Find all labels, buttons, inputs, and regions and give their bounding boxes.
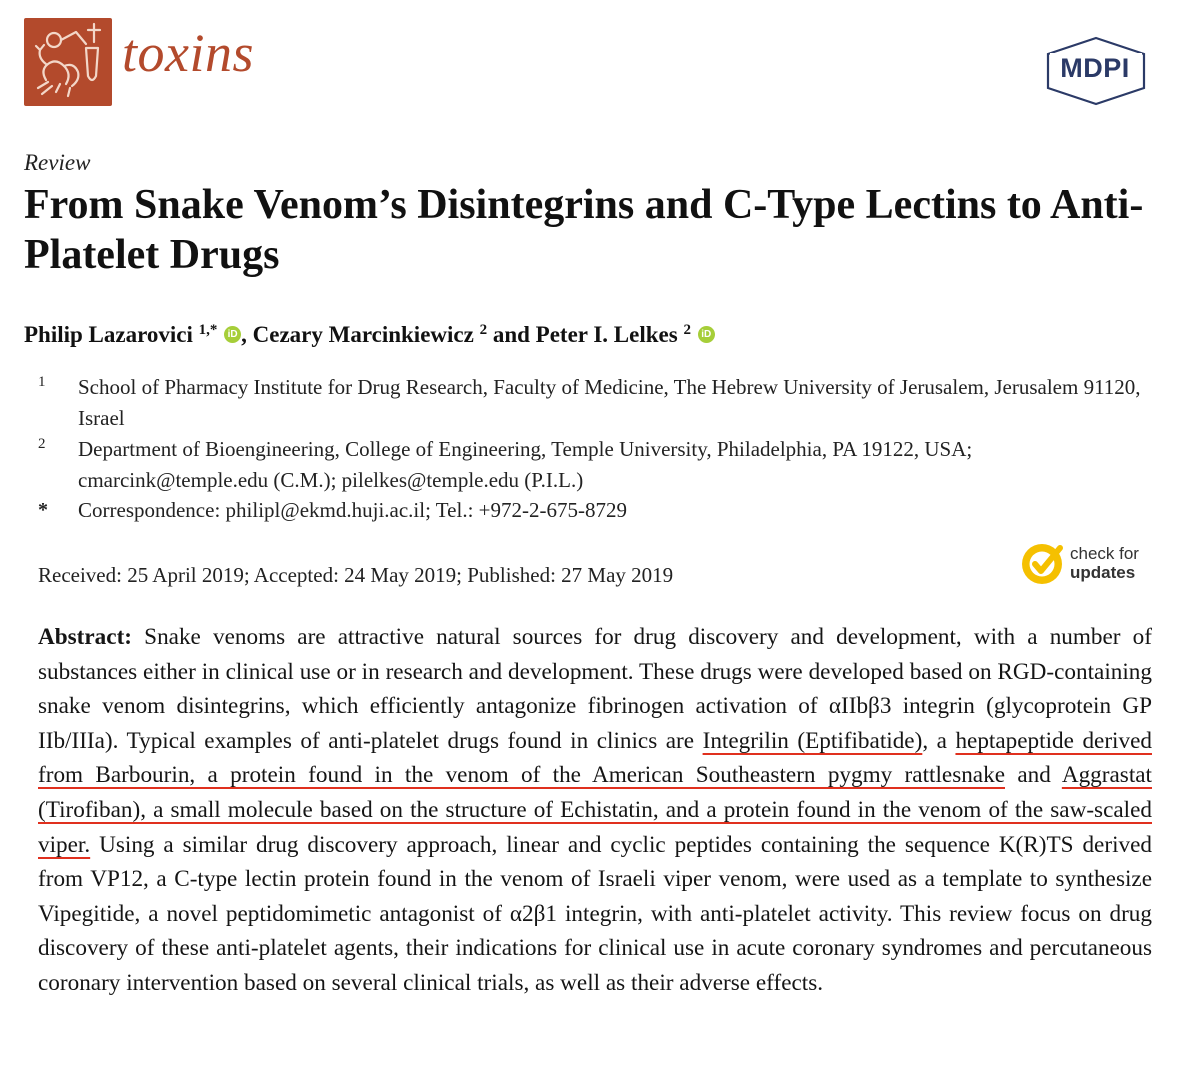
orcid-icon[interactable]: iD [224,326,241,343]
scorpion-lab-icon [24,18,112,106]
publication-dates: Received: 25 April 2019; Accepted: 24 May 2019; Published: 27 May 2019 [38,563,674,587]
abstract-underlined-text: Aggrastat (Tirofiban), a small molecule based on the structure of Echistatin, and a protein found in the venom of the saw-scaled viper. [38,762,1152,858]
abstract-underlined-text: Integrilin (Eptifibatide) [702,727,923,754]
affiliation-marker: 2 [38,436,46,452]
check-updates-label-bold: updates [1070,563,1136,582]
abstract-text: Snake venoms are attractive natural sources for drug discovery and development, with a number of substances either in clinical use or in research and development. These drugs were developed based on RGD-containing snake venom disintegrins, which efficiently antagonize fibrinogen activation of αIIbβ3 integrin (glycoprotein GP IIb/IIIa). Typical examples of anti-platelet drugs found in clinics are [38,624,1152,754]
author-affiliation-marker: 2 [683,322,691,338]
affiliation-text: Department of Bioengineering, College of Engineering, Temple University, Philadelphia, PA 19122, USA; cmarcink@temple.edu (C.M.); pilelkes@temple.edu (P.I.L.) [78,437,973,492]
abstract-text: Using a similar drug discovery approach, linear and cyclic peptides containing the sequence K(R)TS derived from VP12, a C-type lectin protein found in the venom of Israeli viper venom, were used as a template to synthesize Vipegitide, a novel peptidomimetic antagonist of α2β1 integrin, with anti-platelet activity. This review focus on drug discovery of these anti-platelet agents, their indications for clinical use in acute coronary syndromes and percutaneous coronary intervention based on several clinical trials, as well as their adverse effects. [38,831,1152,996]
author-separator: and [487,322,536,347]
abstract-text: and [1005,762,1062,789]
author-affiliation-marker: 2 [479,322,488,338]
abstract-text: , a [922,727,956,754]
abstract-underlined-text: heptapeptide derived from Barbourin, a protein found in the venom of the American Southeastern pygmy rattlesnake [38,727,1152,789]
affiliation-text: School of Pharmacy Institute for Drug Research, Faculty of Medicine, The Hebrew University of Jerusalem, Jerusalem 91120, Israel [78,375,1141,430]
article-title: From Snake Venom’s Disintegrins and C-Type Lectins to Anti-Platelet Drugs [24,182,1144,278]
check-updates-label: check for [1070,544,1139,563]
author-name[interactable]: Cezary Marcinkiewicz [252,322,474,347]
journal-name: toxins [122,23,254,83]
check-for-updates-badge[interactable] [1020,540,1155,588]
abstract-label: Abstract: [38,624,133,650]
author-affiliation-marker: 1,* [198,322,218,338]
publisher-name: MDPI [1060,53,1130,83]
publisher-logo [1044,36,1152,106]
correspondence-marker: * [38,499,48,521]
check-updates-icon [1020,542,1064,586]
author-name[interactable]: Peter I. Lelkes [535,322,678,347]
author-list [24,322,715,348]
journal-logo [24,18,112,106]
abstract [38,620,1152,1001]
author-name[interactable]: Philip Lazarovici [24,322,193,347]
author-separator: , [241,322,253,347]
correspondence-text: Correspondence: philipl@ekmd.huji.ac.il; Tel.: +972-2-675-8729 [78,498,627,522]
affiliation-marker: 1 [38,374,46,390]
orcid-icon[interactable]: iD [698,326,715,343]
article-type: Review [24,150,91,175]
